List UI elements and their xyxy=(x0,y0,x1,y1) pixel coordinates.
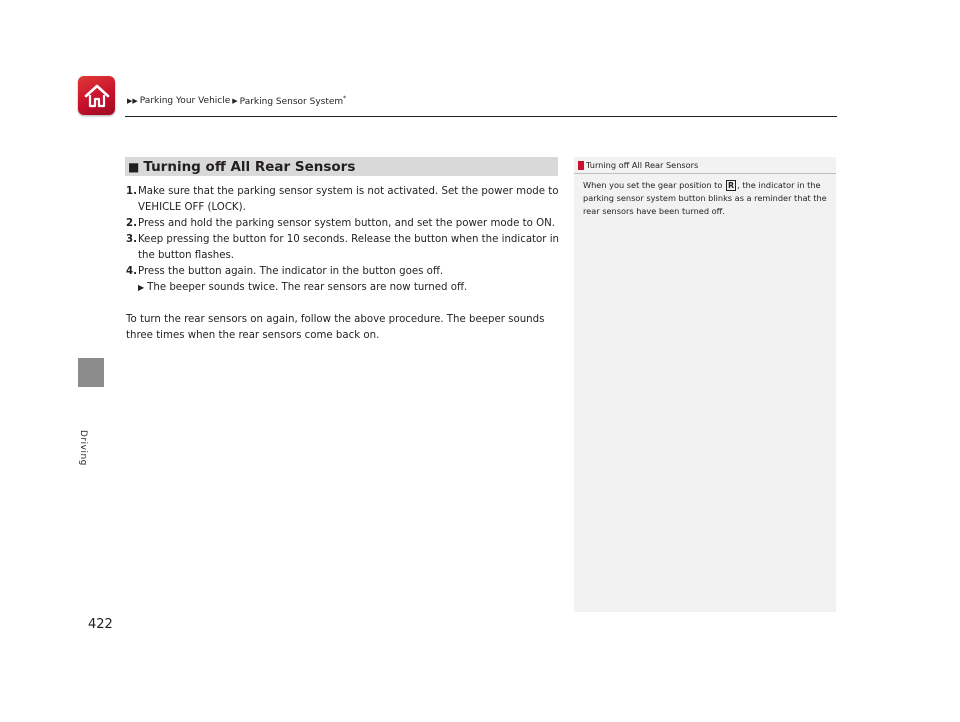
side-note-panel xyxy=(574,157,836,612)
step-4: 4. Press the button again. The indicator in the button goes off. xyxy=(126,266,444,277)
chapter-tab[interactable] xyxy=(78,358,104,387)
note-body: When you set the gear position to R , the indicator in the parking sensor system button blinks as a reminder that the rear sensors have been turned off. xyxy=(583,180,827,216)
step-3: 3. Keep pressing the button for 10 seconds. Release the button when the indicator in the button flashes. xyxy=(126,234,559,261)
header-divider xyxy=(125,116,837,117)
note-title[interactable]: Turning off All Rear Sensors xyxy=(586,160,699,170)
page-number: 422 xyxy=(88,617,113,632)
square-bullet-icon: ■ xyxy=(128,159,140,174)
turn-on-paragraph: To turn the rear sensors on again, follow the above procedure. The beeper sounds three times when the rear sensors come back on. xyxy=(126,314,545,341)
breadcrumb-arrow-icon: ▶▶ xyxy=(127,97,138,105)
footnote-asterisk: * xyxy=(343,95,347,102)
breadcrumb-arrow-icon: ▶ xyxy=(232,97,238,105)
note-marker-icon xyxy=(578,161,584,170)
note-heading xyxy=(574,157,836,170)
section-title: Turning off All Rear Sensors xyxy=(143,158,356,175)
breadcrumb-parking-sensor-system[interactable]: Parking Sensor System* xyxy=(239,95,347,107)
home-icon xyxy=(84,84,110,108)
step-4-result: ▶ The beeper sounds twice. The rear sensors are now turned off. xyxy=(126,280,562,296)
result-arrow-icon: ▶ xyxy=(138,283,145,292)
step-1: 1. Make sure that the parking sensor system is not activated. Set the power mode to VEHICLE OFF (LOCK). xyxy=(126,186,559,213)
breadcrumb xyxy=(127,95,346,107)
section-heading-bar xyxy=(125,157,558,176)
breadcrumb-parking-your-vehicle[interactable]: Parking Your Vehicle xyxy=(139,96,231,106)
chapter-label: Driving xyxy=(78,430,88,466)
home-button[interactable] xyxy=(78,76,115,115)
instructions xyxy=(126,184,562,344)
step-2: 2. Press and hold the parking sensor system button, and set the power mode to ON. xyxy=(126,218,555,229)
gear-r-icon: R xyxy=(728,181,735,190)
